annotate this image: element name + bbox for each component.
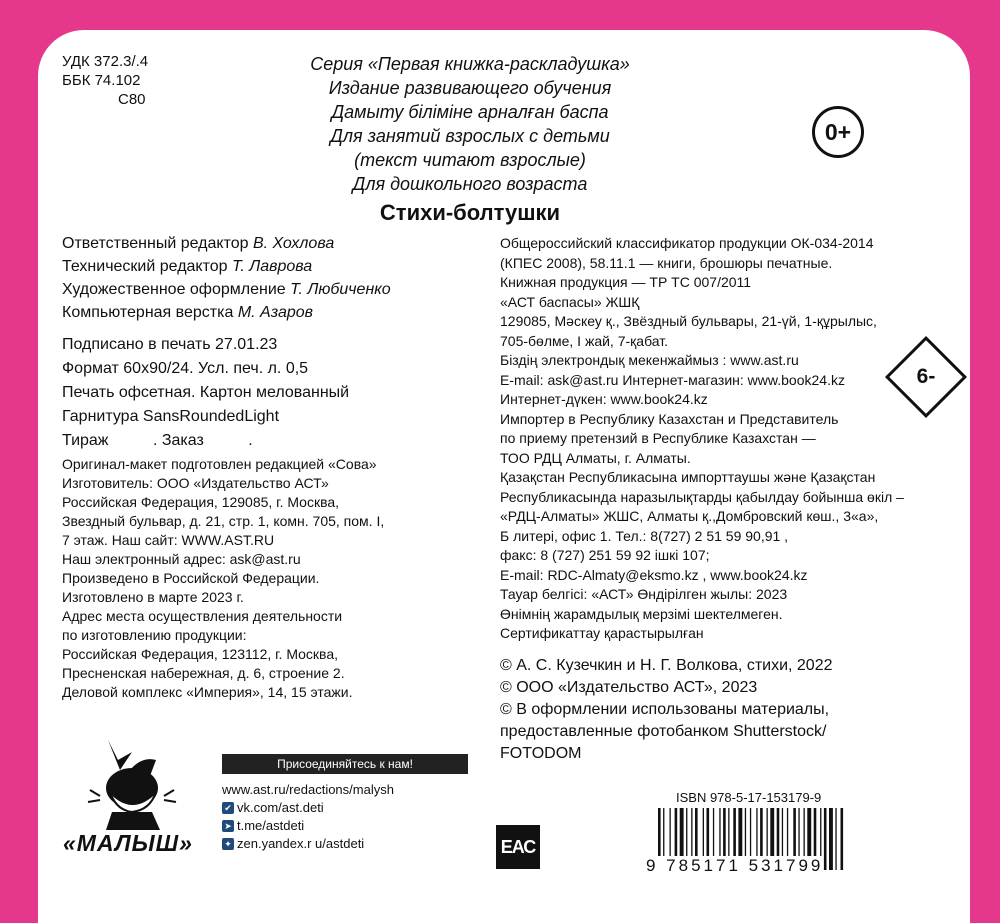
- join-us-banner: Присоединяйтесь к нам!: [222, 754, 468, 774]
- org-line: Адрес места осуществления деятельности: [62, 608, 343, 624]
- eac-mark-icon: ЕАС: [496, 825, 540, 869]
- credit-role: Художественное оформление: [62, 281, 286, 298]
- print-line: Формат 60х90/24. Усл. печ. л. 0,5: [62, 360, 309, 377]
- age-diamond-label: 6-: [916, 365, 936, 388]
- right-line: Книжная продукция — ТР ТС 007/2011: [500, 274, 752, 290]
- right-line: Общероссийский классификатор продукции ОК-034-2014: [500, 235, 874, 251]
- org-line: Российская Федерация, 129085, г. Москва,: [62, 494, 340, 510]
- series-line: (текст читают взрослые): [354, 150, 586, 170]
- author-mark: С80: [118, 91, 146, 108]
- right-line: Біздің электрондық мекенжаймыз : www.ast.ru: [500, 352, 799, 368]
- credit-role: Компьютерная верстка: [62, 304, 234, 321]
- credit-role: Технический редактор: [62, 258, 228, 275]
- print-line: Гарнитура SansRoundedLight: [62, 408, 280, 425]
- right-line: 705-бөлме, I жай, 7-қабат.: [500, 332, 668, 349]
- print-line: Печать офсетная. Картон мелованный: [62, 384, 350, 401]
- barcode-bar: [824, 808, 827, 870]
- org-line: Оригинал-макет подготовлен редакцией «Сова»: [62, 456, 377, 472]
- social-row-zen[interactable]: [222, 835, 394, 853]
- right-line: факс: 8 (727) 251 59 92 ішкі 107;: [500, 547, 710, 563]
- credit-name: В. Хохлова: [252, 235, 335, 252]
- right-line: Интернет-дүкен: www.book24.kz: [500, 391, 708, 407]
- series-line: Серия «Первая книжка-раскладушка»: [310, 54, 630, 74]
- copyright-line: © А. С. Кузечкин и Н. Г. Волкова, стихи, 2022: [500, 657, 833, 674]
- right-line: E-mail: RDC-Almaty@eksmo.kz , www.book24.kz: [500, 566, 808, 583]
- series-line: Издание развивающего обучения: [328, 78, 612, 98]
- zen-icon: ✦: [222, 838, 234, 850]
- credit-row: [62, 232, 391, 255]
- social-text: zen.yandex.r u/astdeti: [237, 836, 365, 851]
- social-text: vk.com/ast.deti: [237, 800, 324, 815]
- barcode-bar: [835, 808, 836, 870]
- org-line: Звездный бульвар, д. 21, стр. 1, комн. 705, пом. I,: [62, 513, 385, 529]
- social-row-vk[interactable]: [222, 799, 394, 817]
- credit-row: [62, 278, 391, 301]
- udk-block: [62, 52, 148, 109]
- org-line: Произведено в Российской Федерации.: [62, 570, 320, 586]
- right-line: E-mail: ask@ast.ru Интернет-магазин: www.book24.kz: [500, 371, 845, 388]
- credit-name: М. Азаров: [237, 304, 314, 321]
- credit-name: Т. Лаврова: [232, 258, 313, 275]
- right-line: Импортер в Республику Казахстан и Представитель: [500, 410, 839, 427]
- org-line: Наш электронный адрес: ask@ast.ru: [62, 551, 301, 567]
- credit-role: Ответственный редактор: [62, 235, 249, 252]
- series-line: Для дошкольного возраста: [352, 174, 588, 194]
- copyright-block: [500, 655, 833, 765]
- print-line: Тираж . Заказ .: [62, 432, 253, 449]
- org-line: по изготовлению продукции:: [62, 627, 247, 643]
- credit-name: Т. Любиченко: [290, 281, 391, 298]
- barcode-number: 9 785171 531799: [646, 856, 824, 875]
- barcode-bar: [829, 808, 833, 870]
- udk-line: УДК 372.3/.4: [62, 53, 149, 70]
- isbn: ISBN 978-5-17-153179-9: [676, 790, 822, 805]
- copyright-line: © ООО «Издательство АСТ», 2023: [500, 679, 758, 696]
- malysh-logo-text: «МАЛЫШ»: [63, 830, 193, 856]
- credits-block: [62, 232, 391, 324]
- right-line: (КПЕС 2008), 58.11.1 — книги, брошюры печатные.: [500, 254, 833, 271]
- series-line: Для занятий взрослых с детьми: [330, 126, 610, 146]
- org-line: Изготовитель: ООО «Издательство АСТ»: [62, 475, 329, 491]
- site-link[interactable]: www.ast.ru/redactions/malysh: [222, 782, 394, 797]
- series-line: Дамыту біліміне арналған баспа: [331, 102, 609, 122]
- right-line: Қазақстан Республикасына импорттаушы және Қазақстан: [500, 469, 876, 485]
- org-line: 7 этаж. Наш сайт: WWW.AST.RU: [62, 532, 275, 548]
- right-line: Өнімнің жарамдылық мерзімі шектелмеген.: [500, 605, 783, 622]
- social-links: [222, 781, 394, 853]
- social-row-telegram[interactable]: [222, 817, 394, 835]
- series-block: [230, 52, 710, 196]
- credit-row: [62, 301, 391, 324]
- classification-info: [500, 234, 904, 644]
- right-line: Тауар белгісі: «АСТ» Өндірілген жылы: 2023: [500, 586, 788, 602]
- right-line: «РДЦ-Алматы» ЖШС, Алматы қ.,Домбровский көш., 3«а»,: [500, 508, 879, 524]
- barcode-bar: [841, 808, 844, 870]
- print-info: [62, 333, 349, 453]
- book-title: Стихи-болтушки: [379, 200, 561, 225]
- right-line: Б литері, офис 1. Тел.: 8(727) 2 51 59 90,91 ,: [500, 527, 789, 544]
- copyright-line: FOTODOM: [500, 745, 582, 762]
- publisher-info: [62, 455, 384, 702]
- org-line: Деловой комплекс «Империя», 14, 15 этажи.: [62, 684, 353, 700]
- right-line: ТОО РДЦ Алматы, г. Алматы.: [500, 449, 691, 466]
- telegram-icon: ➤: [222, 820, 234, 832]
- org-line: Российская Федерация, 123112, г. Москва,: [62, 646, 339, 662]
- right-line: Республикасында наразылықтарды қабылдау бойынша өкіл –: [500, 488, 904, 505]
- age-rating-badge: 0+: [812, 106, 864, 158]
- social-text: t.me/astdeti: [237, 818, 305, 833]
- copyright-line: © В оформлении использованы материалы,: [500, 701, 830, 718]
- right-line: Сертификаттау қарастырылған: [500, 625, 704, 641]
- right-line: по приему претензий в Республике Казахстан —: [500, 430, 816, 446]
- org-line: Изготовлено в марте 2023 г.: [62, 589, 244, 605]
- org-line: Пресненская набережная, д. 6, строение 2.: [62, 665, 345, 681]
- right-line: 129085, Мәскеу қ., Звёздный бульвары, 21-үй, 1-құрылыс,: [500, 313, 877, 329]
- vk-icon: ✔: [222, 802, 234, 814]
- bbk-line: ББК 74.102: [62, 72, 141, 89]
- print-line: Подписано в печать 27.01.23: [62, 336, 278, 353]
- copyright-line: предоставленные фотобанком Shutterstock/: [500, 723, 827, 740]
- right-line: «АСТ баспасы» ЖШҚ: [500, 293, 640, 310]
- credit-row: [62, 255, 391, 278]
